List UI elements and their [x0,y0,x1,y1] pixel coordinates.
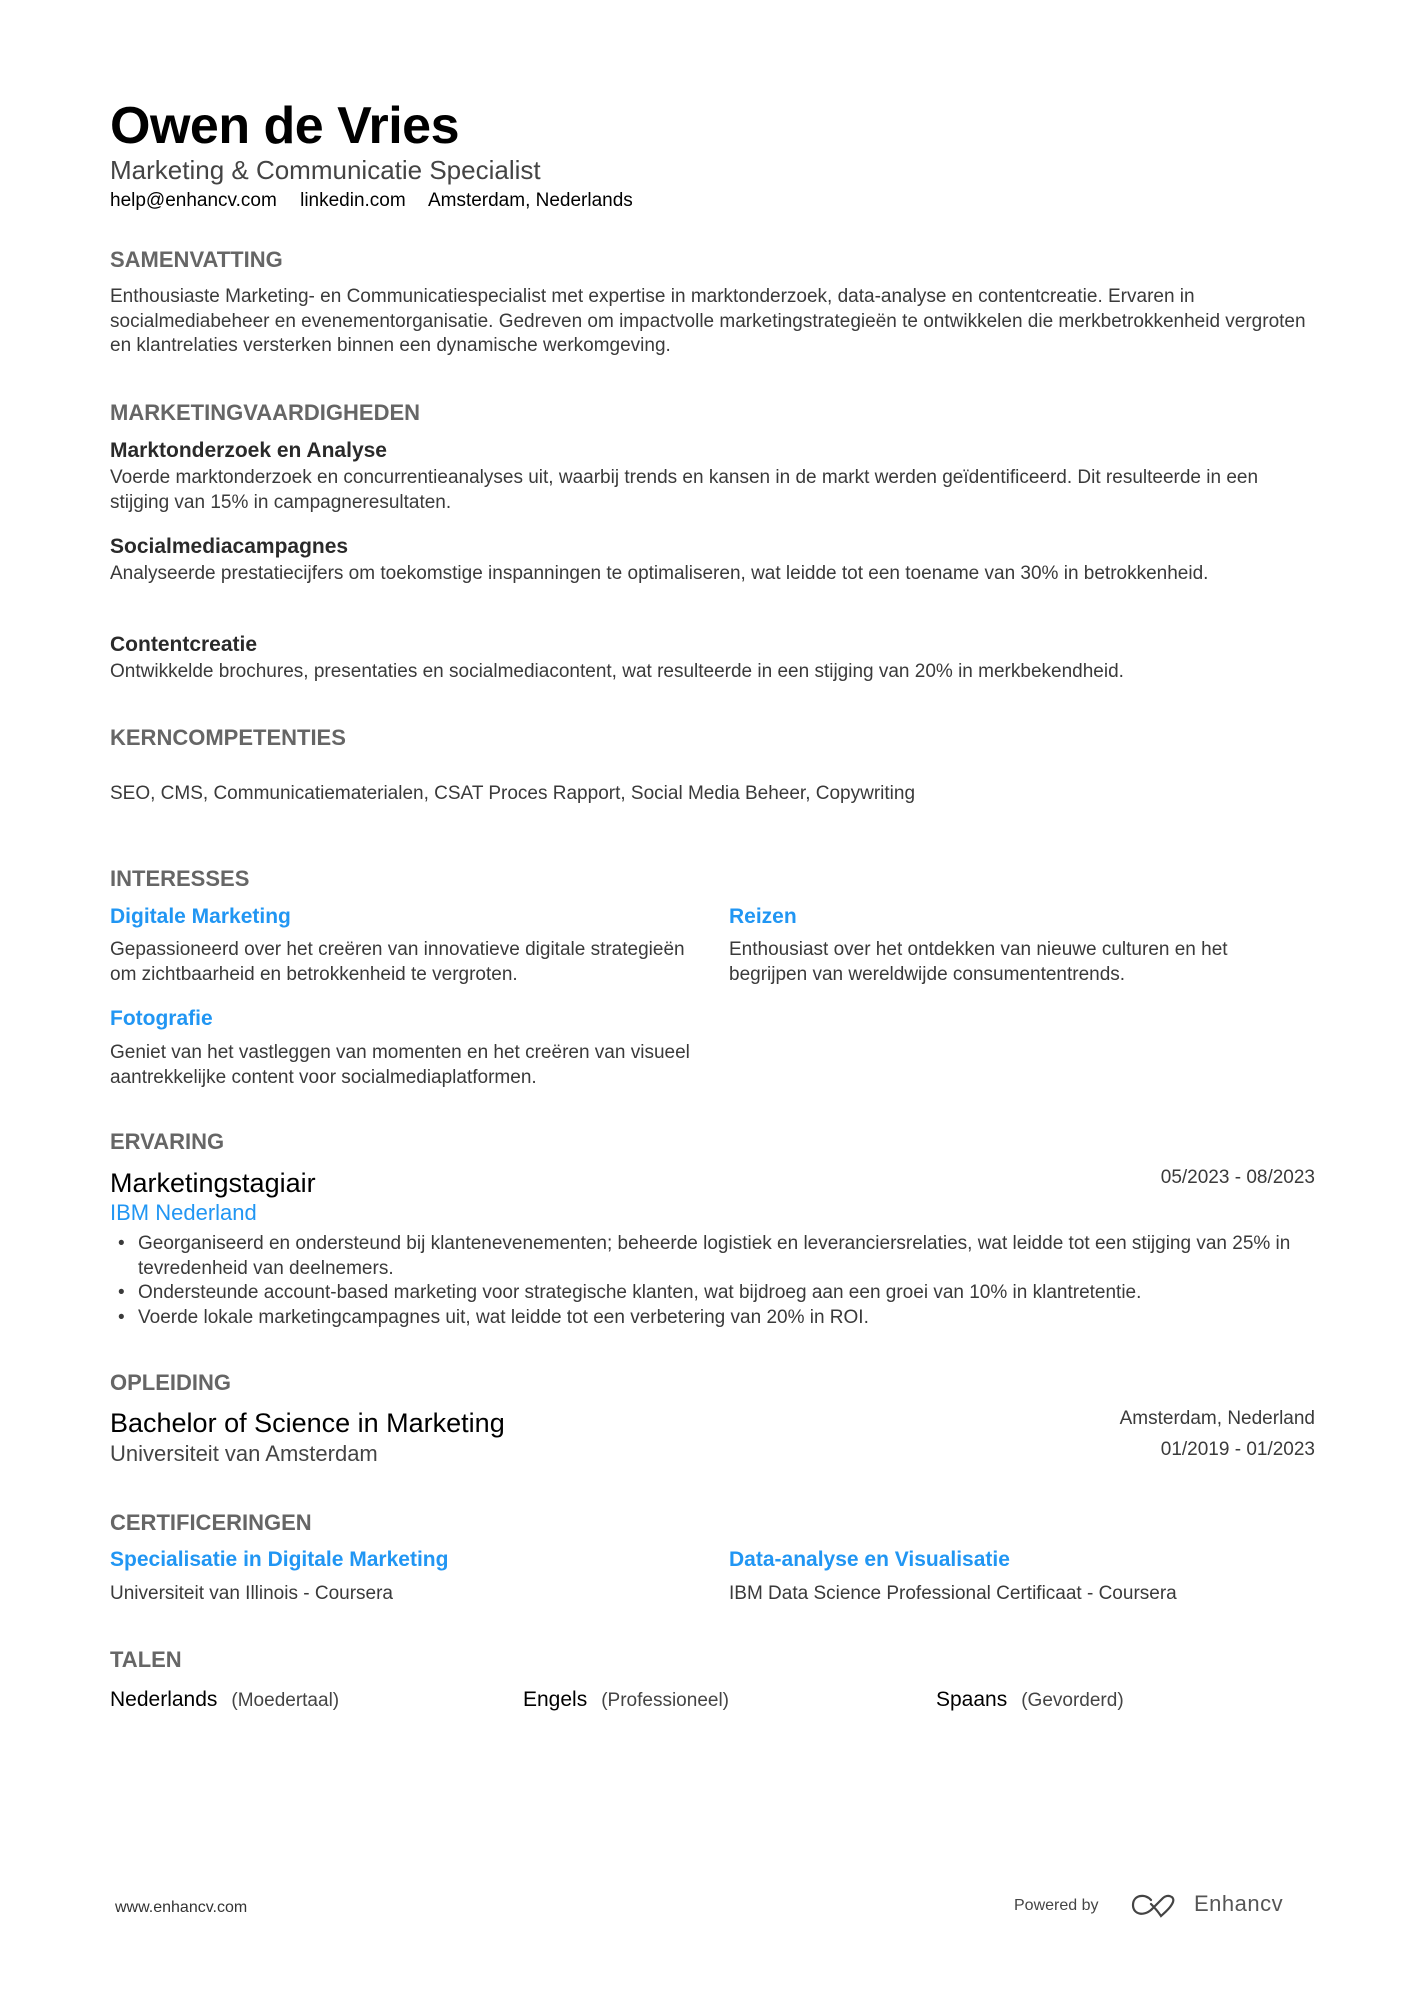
language-item [936,1687,1124,1714]
degree: Bachelor of Science in Marketing [110,1408,505,1438]
powered-by-label: Powered by [1014,1897,1099,1914]
skill-title: Contentcreatie [110,633,258,656]
skill-text: Analyseerde prestatiecijfers om toekomstige inspanningen te optimaliseren, wat leidde tot een toename van 30% in betrokkenheid. [110,563,1209,584]
skill-text: Ontwikkelde brochures, presentaties en socialmediacontent, wat resulteerde in een stijging van 20% in merkbekendheid. [110,661,1124,682]
bullet-item: • Ondersteunde account-based marketing voor strategische klanten, wat bijdroeg aan een groei van 10% in klantretentie. [110,1281,1315,1306]
language-level: (Gevorderd) [1021,1690,1124,1711]
certification-title: Data-analyse en Visualisatie [729,1548,1010,1571]
language-level: (Professioneel) [601,1690,729,1711]
bullet-item: • Georganiseerd en ondersteund bij klantenevenementen; beheerde logistiek en leveranciersrelaties, wat leidde tot een stijging van 25% in tevredenheid van deelnemers. [110,1232,1315,1281]
linkedin-link[interactable]: linkedin.com [300,190,406,211]
section-heading-summary: SAMENVATTING [110,247,283,272]
language-name: Spaans [936,1688,1008,1711]
section-heading-certifications: CERTIFICERINGEN [110,1510,312,1535]
section-heading-skills: MARKETINGVAARDIGHEDEN [110,400,421,425]
enhancv-brand[interactable]: Enhancv [1194,1891,1284,1916]
email-link[interactable]: help@enhancv.com [110,190,277,211]
language-level: (Moedertaal) [231,1690,340,1711]
language-item [523,1687,729,1714]
role-title: Marketingstagiair [110,1168,316,1198]
language-item [110,1687,339,1714]
company-name: IBM Nederland [110,1200,257,1225]
language-name: Engels [523,1688,588,1711]
education-location: Amsterdam, Nederland [1119,1408,1315,1429]
section-heading-interests: INTERESSES [110,866,250,891]
education-dates: 01/2019 - 01/2023 [1160,1439,1315,1460]
interest-text: Gepassioneerd over het creëren van innovatieve digitale strategieën om zichtbaarheid en betrokkenheid te vergroten. [110,939,685,985]
section-heading-experience: ERVARING [110,1129,225,1154]
enhancv-logo-icon [1131,1892,1181,1920]
certification-issuer: IBM Data Science Professional Certificaat - Coursera [729,1583,1177,1604]
competencies-list: SEO, CMS, Communicatiematerialen, CSAT Proces Rapport, Social Media Beheer, Copywriting [110,783,916,804]
section-heading-education: OPLEIDING [110,1370,232,1395]
location: Amsterdam, Nederlands [427,190,633,211]
certification-title: Specialisatie in Digitale Marketing [110,1548,449,1571]
section-heading-languages: TALEN [110,1647,182,1672]
role-dates: 05/2023 - 08/2023 [1160,1167,1315,1188]
school: Universiteit van Amsterdam [110,1441,378,1466]
interest-text: Geniet van het vastleggen van momenten en het creëren van visueel aantrekkelijke content voor socialmediaplatformen. [110,1042,690,1088]
certification-issuer: Universiteit van Illinois - Coursera [110,1583,393,1604]
interest-title: Reizen [729,905,797,928]
skill-text: Voerde marktonderzoek en concurrentieanalyses uit, waarbij trends en kansen in de markt werden geïdentificeerd. Dit resulteerde in een stijging van 15% in campagneresultaten. [110,467,1259,513]
footer-website[interactable]: www.enhancv.com [115,1899,248,1916]
interest-title: Digitale Marketing [110,905,291,928]
contact-info [110,189,651,213]
bullet-item: • Voerde lokale marketingcampagnes uit, wat leidde tot een verbetering van 20% in ROI. [110,1306,1315,1331]
interest-text: Enthousiast over het ontdekken van nieuwe culturen en het begrijpen van wereldwijde consumententrends. [729,939,1228,985]
candidate-name: Owen de Vries [110,97,459,155]
experience-bullets [110,1232,1315,1330]
summary-text: Enthousiaste Marketing- en Communicatiespecialist met expertise in marktonderzoek, data-analyse en contentcreatie. Ervaren in socialmediabeheer en evenementorganisatie. Gedreven om impactvolle marketingstrategieën te ontwikkelen die merkbetrokkenheid vergroten en klantrelaties versterken binnen een dynamische werkomgeving. [110,286,1306,356]
interest-title: Fotografie [110,1007,213,1030]
skill-title: Marktonderzoek en Analyse [110,439,387,462]
skill-title: Socialmediacampagnes [110,535,349,558]
job-title: Marketing & Communicatie Specialist [110,155,541,185]
section-heading-competencies: KERNCOMPETENTIES [110,725,346,750]
language-name: Nederlands [110,1688,218,1711]
